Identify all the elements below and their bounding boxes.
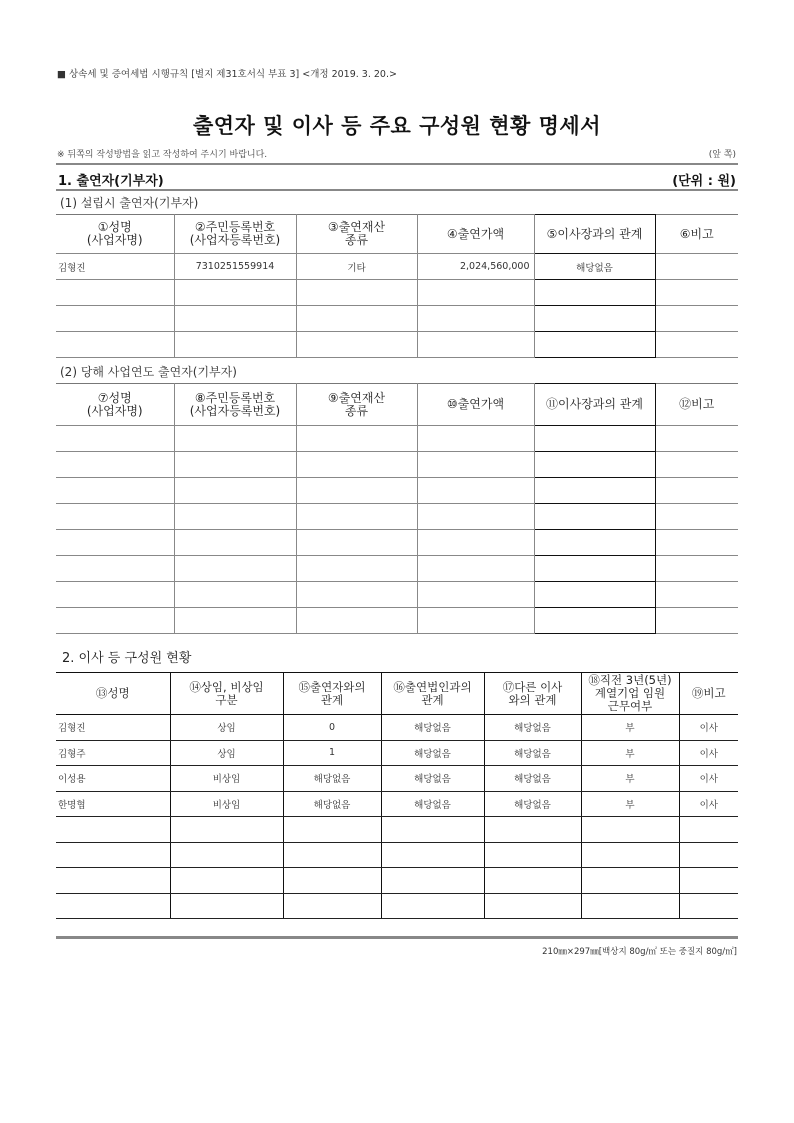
- table-row: [56, 893, 738, 919]
- table-cell[interactable]: [56, 868, 170, 894]
- table-cell[interactable]: 해당없음: [484, 740, 581, 766]
- section1-divider: [56, 189, 738, 191]
- table-cell[interactable]: [296, 332, 417, 358]
- table-cell[interactable]: [534, 280, 655, 306]
- table-row: [56, 740, 738, 766]
- table-cell[interactable]: [56, 608, 174, 634]
- table-cell[interactable]: [56, 582, 174, 608]
- table-cell[interactable]: [484, 868, 581, 894]
- table-cell[interactable]: 0: [283, 715, 381, 741]
- header-remarks: ⑲비고: [679, 673, 738, 715]
- page-side-label: (앞 쪽): [708, 150, 736, 160]
- header-fulltime-status: ⑭상임, 비상임 구분: [170, 673, 283, 715]
- table-cell[interactable]: 해당없음: [484, 715, 581, 741]
- table-row: [56, 608, 738, 634]
- table-cell[interactable]: [56, 817, 170, 843]
- table-cell[interactable]: [484, 893, 581, 919]
- header-affiliate-employment: ⑱직전 3년(5년) 계열기업 임원 근무여부: [581, 673, 679, 715]
- table-cell[interactable]: [581, 842, 679, 868]
- header-relation-other-directors: ⑰다른 이사 와의 관계: [484, 673, 581, 715]
- table-cell[interactable]: [655, 504, 738, 530]
- header-id-number: ⑧주민등록번호 (사업자등록번호): [174, 384, 296, 426]
- table-cell[interactable]: [174, 306, 296, 332]
- table-cell[interactable]: [56, 893, 170, 919]
- table-cell[interactable]: [56, 504, 174, 530]
- table-cell[interactable]: 비상임: [170, 791, 283, 817]
- table-row: [56, 766, 738, 792]
- table-cell[interactable]: [417, 582, 534, 608]
- table-cell[interactable]: [417, 452, 534, 478]
- table-cell[interactable]: [679, 868, 738, 894]
- table-cell[interactable]: [296, 280, 417, 306]
- table-cell[interactable]: [296, 478, 417, 504]
- table-cell[interactable]: 1: [283, 740, 381, 766]
- table-row: [56, 556, 738, 582]
- form-reference: ■ 상속세 및 증여세법 시행규칙 [별지 제31호서식 부표 3] <개정 2019. 3. 20.>: [57, 69, 397, 80]
- header-name: ⑦성명 (사업자명): [56, 384, 174, 426]
- table-cell[interactable]: 부: [581, 715, 679, 741]
- header-amount: ⑩출연가액: [417, 384, 534, 426]
- table-cell[interactable]: [679, 817, 738, 843]
- table-cell[interactable]: [56, 842, 170, 868]
- table-cell[interactable]: 2,024,560,000: [417, 254, 534, 280]
- table-cell[interactable]: [417, 306, 534, 332]
- table-cell[interactable]: [174, 504, 296, 530]
- table-row: [56, 504, 738, 530]
- table-cell[interactable]: [296, 608, 417, 634]
- table-cell[interactable]: 부: [581, 791, 679, 817]
- table-cell[interactable]: [381, 817, 484, 843]
- table-cell[interactable]: [534, 608, 655, 634]
- table-cell[interactable]: [417, 608, 534, 634]
- header-property-type: ③출연재산 종류: [296, 215, 417, 254]
- table-row: [56, 306, 738, 332]
- table-cell[interactable]: 이사: [679, 715, 738, 741]
- table-cell[interactable]: [534, 504, 655, 530]
- table-cell[interactable]: [655, 332, 738, 358]
- table-row: [56, 280, 738, 306]
- table-cell[interactable]: [56, 452, 174, 478]
- unit-label: (단위 : 원): [672, 174, 736, 189]
- table-cell[interactable]: 이성용: [56, 766, 170, 792]
- header-relation-chairman: ⑪이사장과의 관계: [534, 384, 655, 426]
- page-title: 출연자 및 이사 등 주요 구성원 현황 명세서: [192, 114, 602, 138]
- table-cell[interactable]: 해당없음: [381, 740, 484, 766]
- section2-title: 2. 이사 등 구성원 현황: [62, 651, 192, 666]
- table-header-row: [56, 384, 738, 426]
- table-cell[interactable]: [283, 868, 381, 894]
- table-cell[interactable]: 해당없음: [381, 715, 484, 741]
- table-row: [56, 530, 738, 556]
- table-cell[interactable]: [56, 426, 174, 452]
- header-property-type: ⑨출연재산 종류: [296, 384, 417, 426]
- table-cell[interactable]: [534, 452, 655, 478]
- table-cell[interactable]: 상임: [170, 715, 283, 741]
- table-cell[interactable]: [679, 893, 738, 919]
- table-cell[interactable]: [174, 280, 296, 306]
- table-cell[interactable]: [174, 556, 296, 582]
- table-cell[interactable]: [381, 893, 484, 919]
- table-row: [56, 715, 738, 741]
- table-cell[interactable]: [174, 426, 296, 452]
- table-row: [56, 254, 738, 280]
- table-cell[interactable]: [174, 530, 296, 556]
- table-cell[interactable]: 부: [581, 766, 679, 792]
- table-cell[interactable]: [417, 426, 534, 452]
- table-cell[interactable]: [417, 280, 534, 306]
- table-cell[interactable]: [174, 608, 296, 634]
- current-year-contributors-table: [56, 383, 738, 634]
- table-cell[interactable]: 비상임: [170, 766, 283, 792]
- header-remarks: ⑫비고: [655, 384, 738, 426]
- table-cell[interactable]: 7310251559914: [174, 254, 296, 280]
- table-row: [56, 478, 738, 504]
- section1-title: 1. 출연자(기부자): [58, 174, 164, 189]
- table-cell[interactable]: 김형진: [56, 254, 174, 280]
- top-divider: [56, 163, 738, 165]
- table-cell[interactable]: [56, 306, 174, 332]
- table-cell[interactable]: 김형진: [56, 715, 170, 741]
- table-cell[interactable]: [296, 530, 417, 556]
- table-header-row: [56, 215, 738, 254]
- table-cell[interactable]: 해당없음: [484, 791, 581, 817]
- footer-divider: [56, 936, 738, 939]
- table-cell[interactable]: [174, 332, 296, 358]
- table-cell[interactable]: [170, 817, 283, 843]
- table-cell[interactable]: [283, 842, 381, 868]
- table-cell[interactable]: [417, 478, 534, 504]
- table-cell[interactable]: 이사: [679, 766, 738, 792]
- header-relation-contributor: ⑮출연자와의 관계: [283, 673, 381, 715]
- table-cell[interactable]: [655, 426, 738, 452]
- table-cell[interactable]: [381, 868, 484, 894]
- header-relation-chairman: ⑤이사장과의 관계: [534, 215, 655, 254]
- table-cell[interactable]: [296, 306, 417, 332]
- table-row: [56, 791, 738, 817]
- table-cell[interactable]: [56, 332, 174, 358]
- header-name: ①성명 (사업자명): [56, 215, 174, 254]
- table-cell[interactable]: [56, 530, 174, 556]
- table-cell[interactable]: [283, 817, 381, 843]
- table-cell[interactable]: [170, 868, 283, 894]
- header-name: ⑬성명: [56, 673, 170, 715]
- table-cell[interactable]: [655, 478, 738, 504]
- header-remarks: ⑥비고: [655, 215, 738, 254]
- table-row: [56, 332, 738, 358]
- table-cell[interactable]: 해당없음: [283, 766, 381, 792]
- table-cell[interactable]: [534, 530, 655, 556]
- table-cell[interactable]: [174, 452, 296, 478]
- table-cell[interactable]: [296, 582, 417, 608]
- table-cell[interactable]: [381, 842, 484, 868]
- table-cell[interactable]: [534, 556, 655, 582]
- table-cell[interactable]: [581, 868, 679, 894]
- instruction-note: ※ 뒤쪽의 작성방법을 읽고 작성하여 주시기 바랍니다.: [57, 150, 268, 160]
- table-cell[interactable]: [174, 478, 296, 504]
- table-cell[interactable]: [56, 280, 174, 306]
- table-header-row: [56, 673, 738, 715]
- table-row: [56, 452, 738, 478]
- table-row: [56, 426, 738, 452]
- table-row: [56, 868, 738, 894]
- table-cell[interactable]: [296, 504, 417, 530]
- header-id-number: ②주민등록번호 (사업자등록번호): [174, 215, 296, 254]
- table-cell[interactable]: 부: [581, 740, 679, 766]
- table-cell[interactable]: [534, 478, 655, 504]
- sub2-title: (2) 당해 사업연도 출연자(기부자): [60, 365, 237, 379]
- table-cell[interactable]: 해당없음: [381, 791, 484, 817]
- table-cell[interactable]: [56, 478, 174, 504]
- table-cell[interactable]: 해당없음: [484, 766, 581, 792]
- table-cell[interactable]: [655, 582, 738, 608]
- board-members-table: [56, 672, 738, 919]
- table-cell[interactable]: [655, 306, 738, 332]
- table-cell[interactable]: 기타: [296, 254, 417, 280]
- table-row: [56, 582, 738, 608]
- table-cell[interactable]: [534, 582, 655, 608]
- table-cell[interactable]: [581, 817, 679, 843]
- table-row: [56, 817, 738, 843]
- sub1-title: (1) 설립시 출연자(기부자): [60, 196, 199, 210]
- table-cell[interactable]: [534, 306, 655, 332]
- table-cell[interactable]: 이사: [679, 740, 738, 766]
- table-cell[interactable]: [296, 556, 417, 582]
- table-cell[interactable]: [655, 452, 738, 478]
- table-cell[interactable]: 해당없음: [381, 766, 484, 792]
- table-cell[interactable]: [170, 893, 283, 919]
- table-cell[interactable]: [655, 556, 738, 582]
- table-cell[interactable]: [170, 842, 283, 868]
- table-cell[interactable]: [417, 556, 534, 582]
- table-cell[interactable]: [679, 842, 738, 868]
- table-cell[interactable]: 상임: [170, 740, 283, 766]
- table-cell[interactable]: [417, 332, 534, 358]
- table-cell[interactable]: [484, 817, 581, 843]
- table-cell[interactable]: [534, 332, 655, 358]
- table-cell[interactable]: [655, 280, 738, 306]
- table-cell[interactable]: [655, 254, 738, 280]
- table-cell[interactable]: [484, 842, 581, 868]
- table-cell[interactable]: 김형주: [56, 740, 170, 766]
- table-cell[interactable]: [296, 452, 417, 478]
- founding-contributors-table: [56, 214, 738, 358]
- table-cell[interactable]: 해당없음: [534, 254, 655, 280]
- table-cell[interactable]: 한명협: [56, 791, 170, 817]
- table-cell[interactable]: [655, 608, 738, 634]
- table-cell[interactable]: 이사: [679, 791, 738, 817]
- header-amount: ④출연가액: [417, 215, 534, 254]
- table-cell[interactable]: [56, 556, 174, 582]
- table-cell[interactable]: [283, 893, 381, 919]
- table-cell[interactable]: [296, 426, 417, 452]
- table-cell[interactable]: [655, 530, 738, 556]
- header-relation-corporation: ⑯출연법인과의 관계: [381, 673, 484, 715]
- table-cell[interactable]: [534, 426, 655, 452]
- table-cell[interactable]: [417, 530, 534, 556]
- paper-spec: 210㎜×297㎜[백상지 80g/㎡ 또는 중질지 80g/㎡]: [542, 947, 737, 957]
- table-cell[interactable]: [174, 582, 296, 608]
- table-cell[interactable]: [581, 893, 679, 919]
- table-cell[interactable]: [417, 504, 534, 530]
- table-cell[interactable]: 해당없음: [283, 791, 381, 817]
- table-row: [56, 842, 738, 868]
